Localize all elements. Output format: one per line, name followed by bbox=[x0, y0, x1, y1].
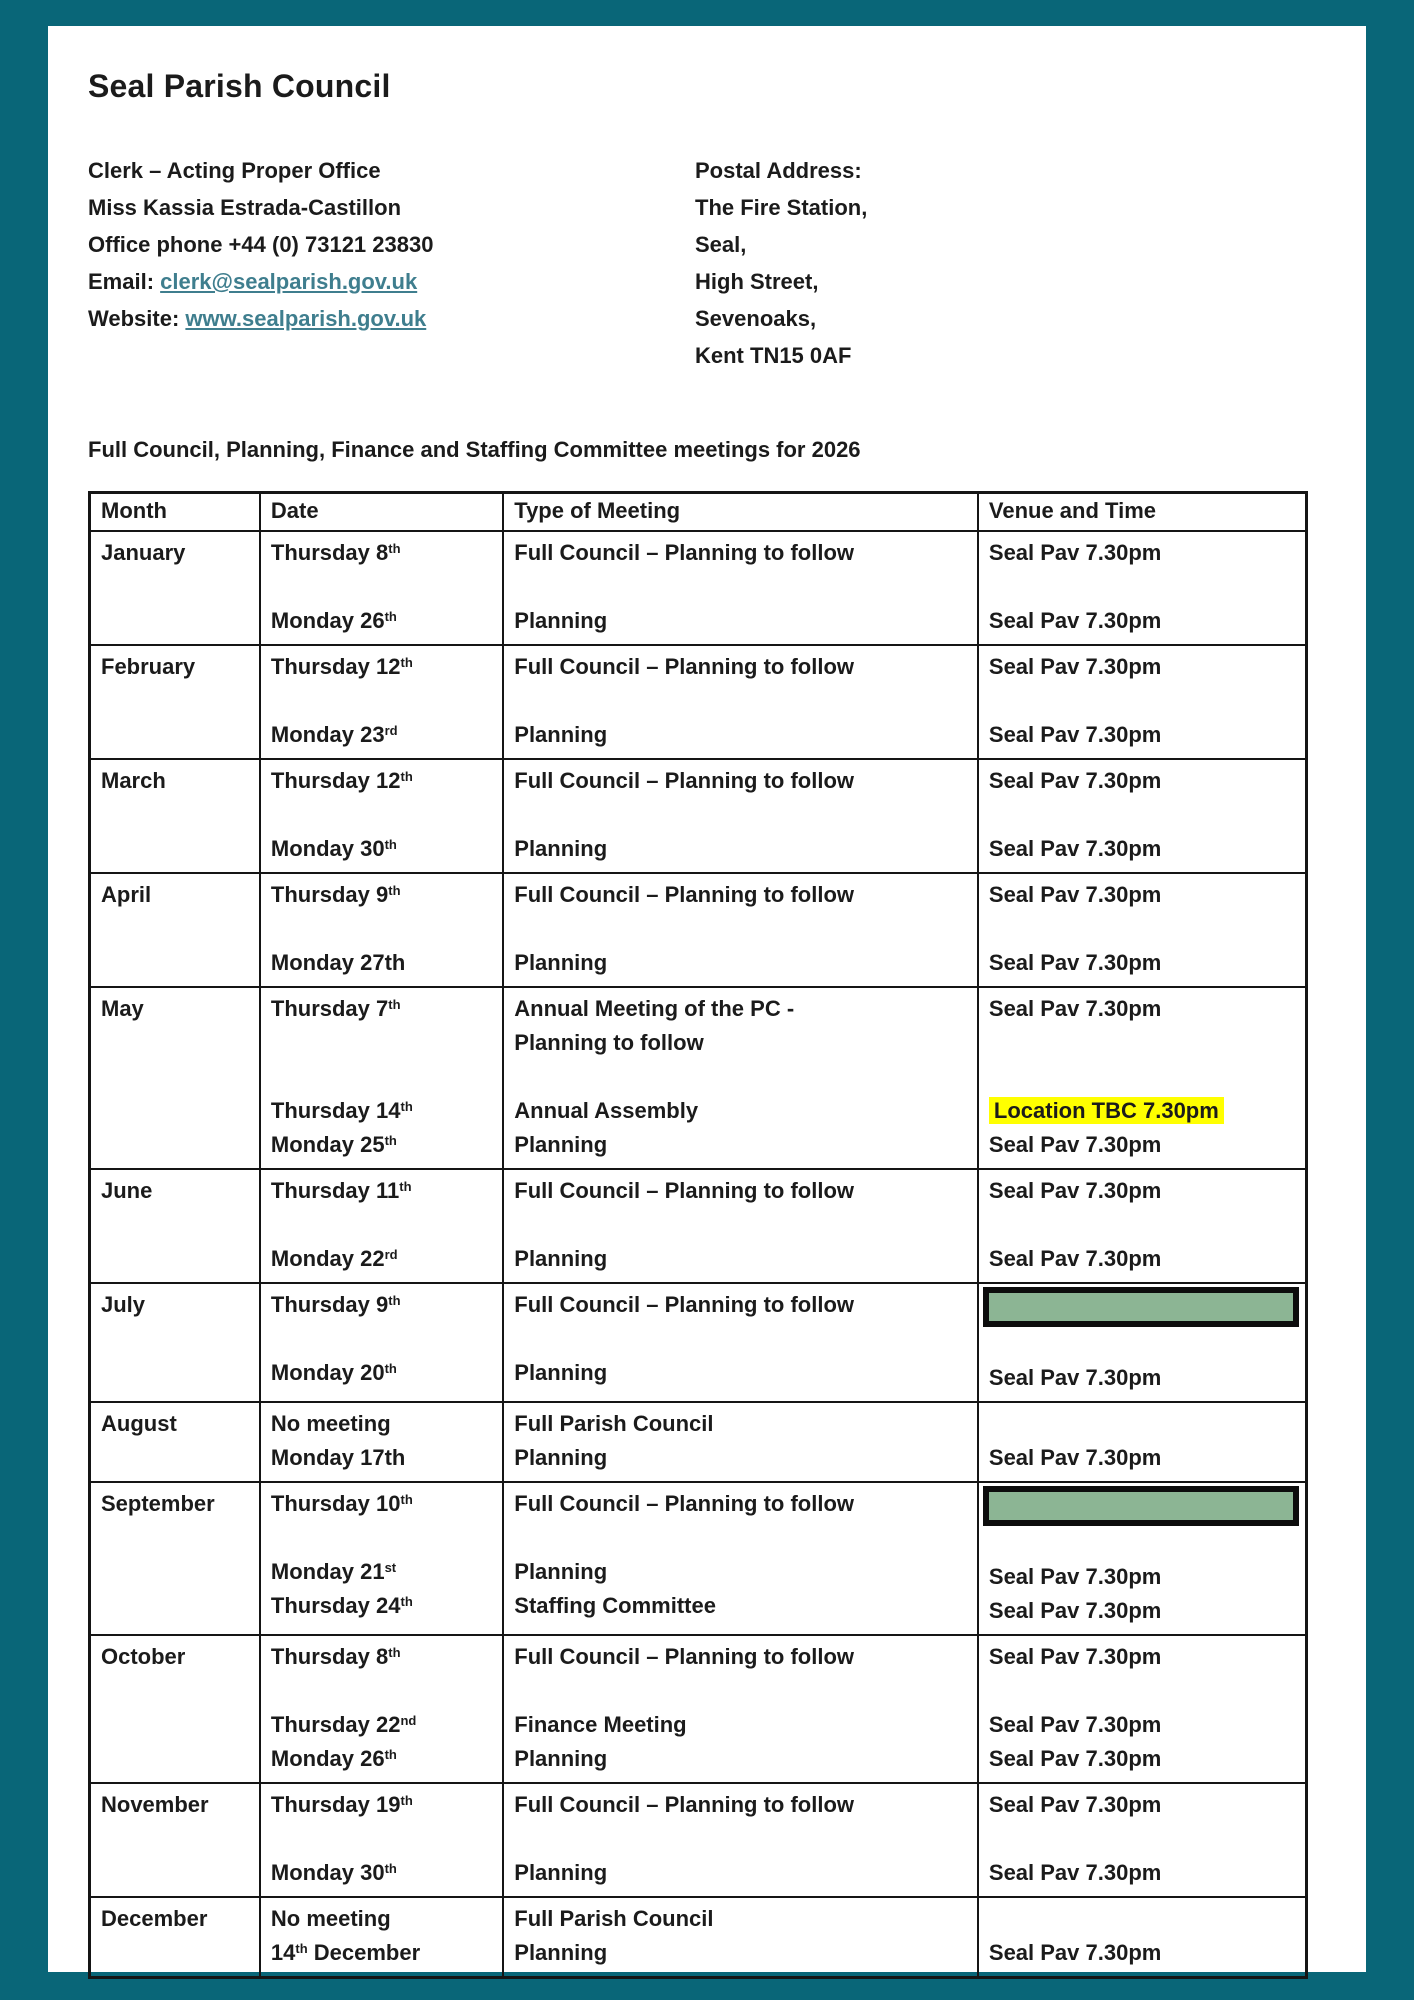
type-cell-line: Planning to follow bbox=[514, 1030, 704, 1055]
venue-cell-line bbox=[989, 1327, 1295, 1361]
postal-line: Seal, bbox=[695, 232, 747, 257]
page-title: Seal Parish Council bbox=[88, 68, 391, 104]
date-cell bbox=[260, 987, 503, 1169]
month-cell bbox=[90, 1783, 260, 1897]
venue-cell-line: Seal Pav 7.30pm bbox=[988, 836, 1162, 861]
date-cell-line: No meeting bbox=[270, 1906, 391, 1931]
meetings-subtitle: Full Council, Planning, Finance and Staffing Committee meetings for 2026 bbox=[88, 437, 861, 462]
date-cell-line: Monday 17th bbox=[270, 1445, 406, 1470]
type-cell bbox=[503, 1169, 978, 1283]
postal-line: The Fire Station, bbox=[695, 195, 868, 220]
venue-cell-line bbox=[989, 570, 1295, 604]
date-cell-line bbox=[271, 1521, 492, 1555]
venue-cell bbox=[978, 645, 1307, 759]
type-cell-line: Full Council – Planning to follow bbox=[514, 1491, 855, 1516]
table-header-row bbox=[90, 493, 1307, 532]
venue-cell bbox=[978, 531, 1307, 645]
venue-cell-line: Seal Pav 7.30pm bbox=[988, 1445, 1162, 1470]
type-cell-line bbox=[514, 1208, 967, 1242]
date-cell-line: Monday 20th bbox=[270, 1360, 397, 1385]
venue-cell bbox=[978, 987, 1307, 1169]
venue-cell-line: Seal Pav 7.30pm bbox=[988, 1860, 1162, 1885]
postal-address-block bbox=[695, 152, 1326, 374]
document-page bbox=[48, 26, 1366, 1972]
venue-cell-line bbox=[989, 1902, 1295, 1936]
venue-cell-line bbox=[989, 1486, 1295, 1526]
venue-cell-line: Seal Pav 7.30pm bbox=[988, 608, 1162, 633]
type-cell bbox=[503, 1402, 978, 1482]
email-line bbox=[88, 263, 695, 300]
date-cell-line: Monday 25th bbox=[270, 1132, 397, 1157]
postal-line: Sevenoaks, bbox=[695, 306, 817, 331]
type-cell-line bbox=[514, 684, 967, 718]
table-row-january bbox=[90, 531, 1307, 645]
date-cell-line bbox=[271, 1674, 492, 1708]
venue-cell-line: Seal Pav 7.30pm bbox=[988, 722, 1162, 747]
type-cell-line: Full Council – Planning to follow bbox=[514, 1644, 855, 1669]
postal-line: High Street, bbox=[695, 269, 819, 294]
venue-cell-line bbox=[989, 1026, 1295, 1060]
table-row-may bbox=[90, 987, 1307, 1169]
type-cell bbox=[503, 1635, 978, 1783]
table-body bbox=[90, 531, 1307, 1978]
venue-cell bbox=[978, 1482, 1307, 1635]
table-row-august bbox=[90, 1402, 1307, 1482]
table-row-february bbox=[90, 645, 1307, 759]
type-cell-line: Full Council – Planning to follow bbox=[514, 1792, 855, 1817]
date-cell-line bbox=[271, 1060, 492, 1094]
venue-cell-line: Seal Pav 7.30pm bbox=[988, 950, 1162, 975]
venue-cell-line: Seal Pav 7.30pm bbox=[988, 654, 1162, 679]
venue-cell-line bbox=[989, 1208, 1295, 1242]
type-cell-line bbox=[514, 570, 967, 604]
venue-cell bbox=[978, 1402, 1307, 1482]
type-cell-line bbox=[514, 1521, 967, 1555]
venue-cell-line bbox=[989, 1822, 1295, 1856]
type-cell bbox=[503, 1283, 978, 1402]
date-cell bbox=[260, 1283, 503, 1402]
table-row-november bbox=[90, 1783, 1307, 1897]
venue-cell-line: Seal Pav 7.30pm bbox=[988, 1178, 1162, 1203]
date-cell-line bbox=[271, 1026, 492, 1060]
redacted-venue-box bbox=[983, 1287, 1299, 1327]
date-cell-line bbox=[271, 912, 492, 946]
venue-cell-line bbox=[989, 798, 1295, 832]
date-cell-line: 14th December bbox=[270, 1940, 421, 1965]
table-row-september bbox=[90, 1482, 1307, 1635]
type-cell-line: Full Parish Council bbox=[514, 1411, 714, 1436]
postal-heading: Postal Address: bbox=[695, 158, 862, 183]
month-cell bbox=[90, 531, 260, 645]
type-cell-line: Full Council – Planning to follow bbox=[514, 768, 855, 793]
month-cell bbox=[90, 873, 260, 987]
date-cell-line: Thursday 8th bbox=[270, 1644, 401, 1669]
date-cell-line: Monday 26th bbox=[270, 608, 397, 633]
month-cell-line: May bbox=[101, 996, 144, 1021]
date-cell bbox=[260, 1482, 503, 1635]
type-cell bbox=[503, 645, 978, 759]
highlighted-venue-text: Location TBC 7.30pm bbox=[989, 1097, 1224, 1124]
date-cell-line: Thursday 8th bbox=[270, 540, 401, 565]
month-cell-line: November bbox=[101, 1792, 209, 1817]
type-cell-line bbox=[514, 1822, 967, 1856]
venue-cell-line bbox=[989, 912, 1295, 946]
venue-cell-line bbox=[989, 684, 1295, 718]
type-cell-line: Full Council – Planning to follow bbox=[514, 540, 855, 565]
venue-cell bbox=[978, 1283, 1307, 1402]
column-header-venue-and-time: Venue and Time bbox=[978, 493, 1307, 532]
date-cell-line bbox=[271, 798, 492, 832]
type-cell-line: Full Council – Planning to follow bbox=[514, 1178, 855, 1203]
date-cell-line: Monday 22rd bbox=[270, 1246, 398, 1271]
month-cell-line: December bbox=[101, 1906, 208, 1931]
website-link[interactable]: www.sealparish.gov.uk bbox=[185, 306, 427, 331]
date-cell bbox=[260, 1169, 503, 1283]
type-cell-line bbox=[514, 1322, 967, 1356]
venue-cell-line: Seal Pav 7.30pm bbox=[988, 882, 1162, 907]
venue-cell-line: Seal Pav 7.30pm bbox=[988, 1712, 1162, 1737]
type-cell bbox=[503, 759, 978, 873]
venue-cell bbox=[978, 1783, 1307, 1897]
table-row-october bbox=[90, 1635, 1307, 1783]
date-cell bbox=[260, 645, 503, 759]
month-cell-line: April bbox=[101, 882, 152, 907]
contact-section bbox=[88, 152, 1326, 374]
month-cell-line: August bbox=[101, 1411, 177, 1436]
month-cell bbox=[90, 987, 260, 1169]
venue-cell-line: Seal Pav 7.30pm bbox=[988, 1598, 1162, 1623]
date-cell-line: Thursday 9th bbox=[270, 1292, 401, 1317]
date-cell bbox=[260, 873, 503, 987]
month-cell bbox=[90, 1169, 260, 1283]
venue-cell bbox=[978, 1635, 1307, 1783]
date-cell-line: Thursday 9th bbox=[270, 882, 401, 907]
date-cell-line bbox=[271, 1822, 492, 1856]
month-cell bbox=[90, 1635, 260, 1783]
venue-cell bbox=[978, 1169, 1307, 1283]
type-cell-line: Full Council – Planning to follow bbox=[514, 1292, 855, 1317]
date-cell-line: Monday 26th bbox=[270, 1746, 397, 1771]
month-cell bbox=[90, 759, 260, 873]
date-cell-line: Thursday 22nd bbox=[270, 1712, 417, 1737]
date-cell-line: Monday 30th bbox=[270, 836, 397, 861]
month-cell bbox=[90, 1897, 260, 1978]
type-cell-line: Planning bbox=[514, 1132, 608, 1157]
type-cell-line: Planning bbox=[514, 950, 608, 975]
type-cell-line: Planning bbox=[514, 722, 608, 747]
clerk-contact-block bbox=[88, 152, 695, 374]
column-header-type-of-meeting: Type of Meeting bbox=[503, 493, 978, 532]
venue-cell-line: Seal Pav 7.30pm bbox=[988, 1365, 1162, 1390]
table-row-july bbox=[90, 1283, 1307, 1402]
type-cell-line: Planning bbox=[514, 1559, 608, 1584]
date-cell-line: Monday 30th bbox=[270, 1860, 397, 1885]
date-cell bbox=[260, 1635, 503, 1783]
type-cell-line: Annual Meeting of the PC - bbox=[514, 996, 795, 1021]
month-cell bbox=[90, 1402, 260, 1482]
venue-cell-line bbox=[989, 1060, 1295, 1094]
venue-cell-line: Seal Pav 7.30pm bbox=[988, 1940, 1162, 1965]
date-cell-line: Thursday 12th bbox=[270, 654, 413, 679]
type-cell-line: Planning bbox=[514, 608, 608, 633]
month-cell bbox=[90, 1482, 260, 1635]
venue-cell-line: Seal Pav 7.30pm bbox=[988, 1746, 1162, 1771]
date-cell-line: Monday 27th bbox=[270, 950, 406, 975]
redacted-venue-box bbox=[983, 1486, 1299, 1526]
clerk-phone-line: Office phone +44 (0) 73121 23830 bbox=[88, 232, 434, 257]
type-cell-line: Full Parish Council bbox=[514, 1906, 714, 1931]
venue-cell-line bbox=[989, 1287, 1295, 1327]
type-cell-line: Planning bbox=[514, 836, 608, 861]
date-cell-line bbox=[271, 570, 492, 604]
date-cell-line bbox=[271, 1208, 492, 1242]
date-cell-line: Thursday 7th bbox=[270, 996, 401, 1021]
table-row-december bbox=[90, 1897, 1307, 1978]
date-cell bbox=[260, 1897, 503, 1978]
month-cell bbox=[90, 1283, 260, 1402]
date-cell-line: Thursday 10th bbox=[270, 1491, 413, 1516]
month-cell-line: October bbox=[101, 1644, 186, 1669]
type-cell-line: Planning bbox=[514, 1445, 608, 1470]
venue-cell-line: Seal Pav 7.30pm bbox=[988, 1564, 1162, 1589]
date-cell-line: No meeting bbox=[270, 1411, 391, 1436]
venue-cell-line: Seal Pav 7.30pm bbox=[988, 1644, 1162, 1669]
type-cell-line: Staffing Committee bbox=[514, 1593, 716, 1618]
email-label: Email: bbox=[88, 269, 161, 294]
month-cell-line: July bbox=[101, 1292, 146, 1317]
date-cell-line: Thursday 14th bbox=[270, 1098, 413, 1123]
month-cell-line: January bbox=[101, 540, 186, 565]
date-cell-line: Monday 21st bbox=[270, 1559, 397, 1584]
venue-cell-line: Seal Pav 7.30pm bbox=[988, 768, 1162, 793]
type-cell-line: Finance Meeting bbox=[514, 1712, 687, 1737]
venue-cell-line bbox=[989, 1674, 1295, 1708]
date-cell-line bbox=[271, 684, 492, 718]
type-cell-line: Planning bbox=[514, 1360, 608, 1385]
column-header-month: Month bbox=[90, 493, 260, 532]
date-cell-line: Thursday 19th bbox=[270, 1792, 413, 1817]
table-row-march bbox=[90, 759, 1307, 873]
type-cell bbox=[503, 987, 978, 1169]
type-cell-line: Planning bbox=[514, 1940, 608, 1965]
type-cell bbox=[503, 1897, 978, 1978]
venue-cell-line: Seal Pav 7.30pm bbox=[988, 996, 1162, 1021]
venue-cell-line: Seal Pav 7.30pm bbox=[988, 1246, 1162, 1271]
type-cell-line: Annual Assembly bbox=[514, 1098, 699, 1123]
type-cell-line: Full Council – Planning to follow bbox=[514, 882, 855, 907]
venue-cell bbox=[978, 759, 1307, 873]
column-header-date: Date bbox=[260, 493, 503, 532]
type-cell bbox=[503, 873, 978, 987]
table-row-april bbox=[90, 873, 1307, 987]
date-cell bbox=[260, 1783, 503, 1897]
date-cell-line bbox=[271, 1322, 492, 1356]
type-cell bbox=[503, 531, 978, 645]
postal-line: Kent TN15 0AF bbox=[695, 343, 852, 368]
email-link[interactable]: clerk@sealparish.gov.uk bbox=[160, 269, 418, 294]
type-cell-line: Planning bbox=[514, 1860, 608, 1885]
date-cell bbox=[260, 1402, 503, 1482]
venue-cell-line bbox=[989, 1526, 1295, 1560]
month-cell-line: September bbox=[101, 1491, 215, 1516]
venue-cell bbox=[978, 1897, 1307, 1978]
clerk-role-line: Clerk – Acting Proper Office bbox=[88, 158, 381, 183]
venue-cell-line bbox=[989, 1094, 1295, 1128]
type-cell-line: Full Council – Planning to follow bbox=[514, 654, 855, 679]
type-cell-line: Planning bbox=[514, 1746, 608, 1771]
month-cell-line: June bbox=[101, 1178, 153, 1203]
type-cell-line bbox=[514, 1674, 967, 1708]
website-line bbox=[88, 300, 695, 337]
date-cell bbox=[260, 531, 503, 645]
venue-cell bbox=[978, 873, 1307, 987]
type-cell-line bbox=[514, 1060, 967, 1094]
table-row-june bbox=[90, 1169, 1307, 1283]
type-cell-line bbox=[514, 912, 967, 946]
type-cell bbox=[503, 1482, 978, 1635]
date-cell-line: Thursday 24th bbox=[270, 1593, 413, 1618]
date-cell-line: Monday 23rd bbox=[270, 722, 398, 747]
venue-cell-line: Seal Pav 7.30pm bbox=[988, 1792, 1162, 1817]
meetings-table bbox=[88, 491, 1308, 1979]
date-cell bbox=[260, 759, 503, 873]
date-cell-line: Thursday 11th bbox=[270, 1178, 412, 1203]
venue-cell-line: Seal Pav 7.30pm bbox=[988, 1132, 1162, 1157]
month-cell bbox=[90, 645, 260, 759]
type-cell bbox=[503, 1783, 978, 1897]
clerk-name-line: Miss Kassia Estrada-Castillon bbox=[88, 195, 402, 220]
venue-cell-line: Seal Pav 7.30pm bbox=[988, 540, 1162, 565]
table-head bbox=[90, 493, 1307, 532]
type-cell-line bbox=[514, 798, 967, 832]
website-label: Website: bbox=[88, 306, 186, 331]
month-cell-line: March bbox=[101, 768, 166, 793]
venue-cell-line bbox=[989, 1407, 1295, 1441]
date-cell-line: Thursday 12th bbox=[270, 768, 413, 793]
month-cell-line: February bbox=[101, 654, 196, 679]
type-cell-line: Planning bbox=[514, 1246, 608, 1271]
